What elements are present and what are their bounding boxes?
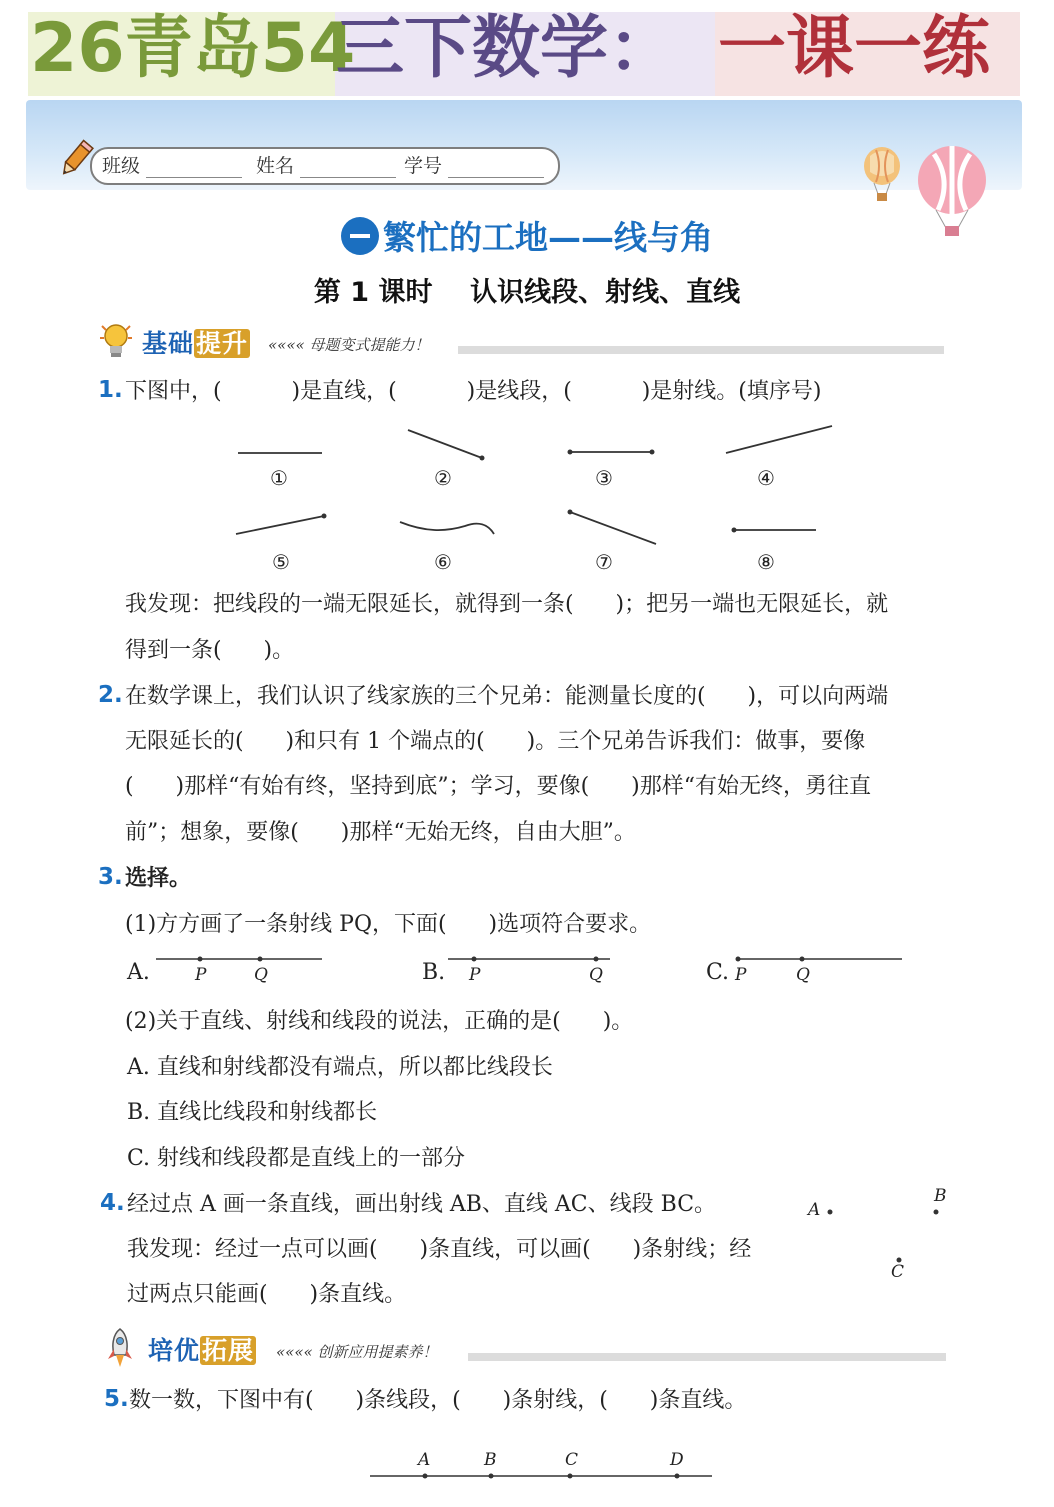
- q4-line2: 我发现：经过一点可以画( )条直线，可以画( )条射线；经: [127, 1237, 752, 1262]
- q1-discovery-line1: 我发现：把线段的一端无限延长，就得到一条( )；把另一端也无限延长，就: [125, 592, 889, 617]
- lightbulb-icon: [98, 322, 134, 362]
- section-advanced-rule: [468, 1353, 946, 1361]
- rocket-icon: [104, 1327, 136, 1369]
- point-b: [934, 1210, 939, 1215]
- figure-4-line: [726, 426, 832, 453]
- q3-title: 选择。: [125, 866, 192, 891]
- q4-point-c-label: C: [891, 1262, 905, 1282]
- q3-option-b-label[interactable]: B.: [422, 960, 446, 985]
- figure-label-5: ⑤: [272, 550, 290, 574]
- section-basic-title-b: 提升: [196, 329, 249, 358]
- q3-option-a-label[interactable]: A.: [127, 960, 150, 985]
- name-label: 姓名: [256, 155, 295, 177]
- figure-6-curve: [400, 522, 494, 534]
- q4-point-a-label: A: [808, 1200, 821, 1220]
- q3-number: 3.: [98, 864, 123, 890]
- q2-line4: 前”；想象，要像( )那样“无始无终，自由大胆”。: [125, 820, 636, 845]
- q1-text: 下图中，( )是直线，( )是线段，( )是射线。(填序号): [125, 379, 822, 404]
- q5-text: 数一数，下图中有( )条线段，( )条射线，( )条直线。: [129, 1388, 747, 1413]
- q5-point-a-label: A: [418, 1450, 431, 1470]
- unit-number-badge: [341, 217, 379, 255]
- q4-line3: 过两点只能画( )条直线。: [127, 1282, 407, 1307]
- small-balloon-icon: [858, 146, 908, 206]
- top-banner: [0, 0, 1054, 98]
- class-field[interactable]: [146, 157, 242, 178]
- figure-label-4: ④: [757, 466, 775, 490]
- student-info-box: [90, 147, 560, 185]
- option-c-point-q: Q: [796, 965, 810, 985]
- banner-title-part2: 三下数学：: [336, 9, 677, 88]
- figure-7-ray: [570, 512, 656, 544]
- q2-line1: 在数学课上，我们认识了线家族的三个兄弟：能测量长度的( )，可以向两端: [125, 684, 889, 709]
- banner-title-part1: 26青岛54: [30, 9, 356, 88]
- q5-point-d-label: D: [670, 1450, 684, 1470]
- figure-5-ray: [236, 516, 324, 534]
- option-a-point-p: P: [195, 965, 207, 985]
- option-c-point-p: P: [735, 965, 747, 985]
- q4-points: [820, 1200, 950, 1270]
- q5-point-c-label: C: [565, 1450, 579, 1470]
- section-advanced: [104, 1335, 946, 1365]
- section-basic-title-a: 基础: [142, 329, 195, 358]
- figure-label-2: ②: [434, 466, 452, 490]
- section-advanced-title-b: 拓展: [202, 1336, 255, 1365]
- q5-number: 5.: [104, 1386, 129, 1412]
- section-basic-rule: [458, 346, 944, 354]
- q4-number: 4.: [100, 1190, 125, 1216]
- name-field[interactable]: [300, 157, 396, 178]
- figure-label-7: ⑦: [595, 550, 613, 574]
- id-label: 学号: [404, 155, 443, 177]
- q2-line2: 无限延长的( )和只有 1 个端点的( )。三个兄弟告诉我们：做事，要像: [125, 729, 866, 754]
- figure-label-3: ③: [595, 466, 613, 490]
- q5-line-figure: [360, 1466, 720, 1486]
- figure-label-6: ⑥: [434, 550, 452, 574]
- q3-part1: (1)方方画了一条射线 PQ，下面( )选项符合要求。: [125, 912, 652, 937]
- section-basic-subtitle: «««« 母题变式提能力！: [268, 336, 430, 354]
- figure-label-1: ①: [270, 466, 288, 490]
- q2-line3: ( )那样“有始有终，坚持到底”；学习，要像( )那样“有始无终，勇往直: [125, 774, 871, 799]
- q5-point-b-label: B: [484, 1450, 497, 1470]
- section-basic: [98, 328, 944, 358]
- id-field[interactable]: [448, 157, 544, 178]
- option-b-point-q: Q: [589, 965, 603, 985]
- section-advanced-subtitle: «««« 创新应用提素养！: [276, 1343, 438, 1361]
- q3-option-c-label[interactable]: C.: [706, 960, 730, 985]
- q3-part2: (2)关于直线、射线和线段的说法，正确的是( )。: [125, 1009, 634, 1034]
- q4-point-b-label: B: [934, 1186, 947, 1206]
- option-b-point-p: P: [469, 965, 481, 985]
- banner-title-part3: 一课一练: [718, 9, 991, 88]
- point-c: [897, 1258, 902, 1263]
- q1-number: 1.: [98, 377, 123, 403]
- class-label: 班级: [102, 155, 141, 177]
- figure-label-8: ⑧: [757, 550, 775, 574]
- unit-title: 繁忙的工地——线与角: [0, 212, 1054, 259]
- q4-line1: 经过点 A 画一条直线，画出射线 AB、直线 AC、线段 BC。: [127, 1192, 717, 1217]
- figure-2-segment: [408, 430, 482, 458]
- q1-discovery-line2: 得到一条( )。: [125, 638, 295, 663]
- q3-choice-a[interactable]: A. 直线和射线都没有端点，所以都比线段长: [127, 1055, 553, 1080]
- lesson-title: 第 1 课时 认识线段、射线、直线: [313, 277, 741, 308]
- q3-choice-b[interactable]: B. 直线比线段和射线都长: [127, 1100, 378, 1125]
- q2-number: 2.: [98, 682, 123, 708]
- section-advanced-title-a: 培优: [148, 1336, 201, 1365]
- q1-line-figures: [220, 420, 850, 550]
- option-a-point-q: Q: [254, 965, 268, 985]
- q3-choice-c[interactable]: C. 射线和线段都是直线上的一部分: [127, 1146, 466, 1171]
- point-a: [828, 1210, 833, 1215]
